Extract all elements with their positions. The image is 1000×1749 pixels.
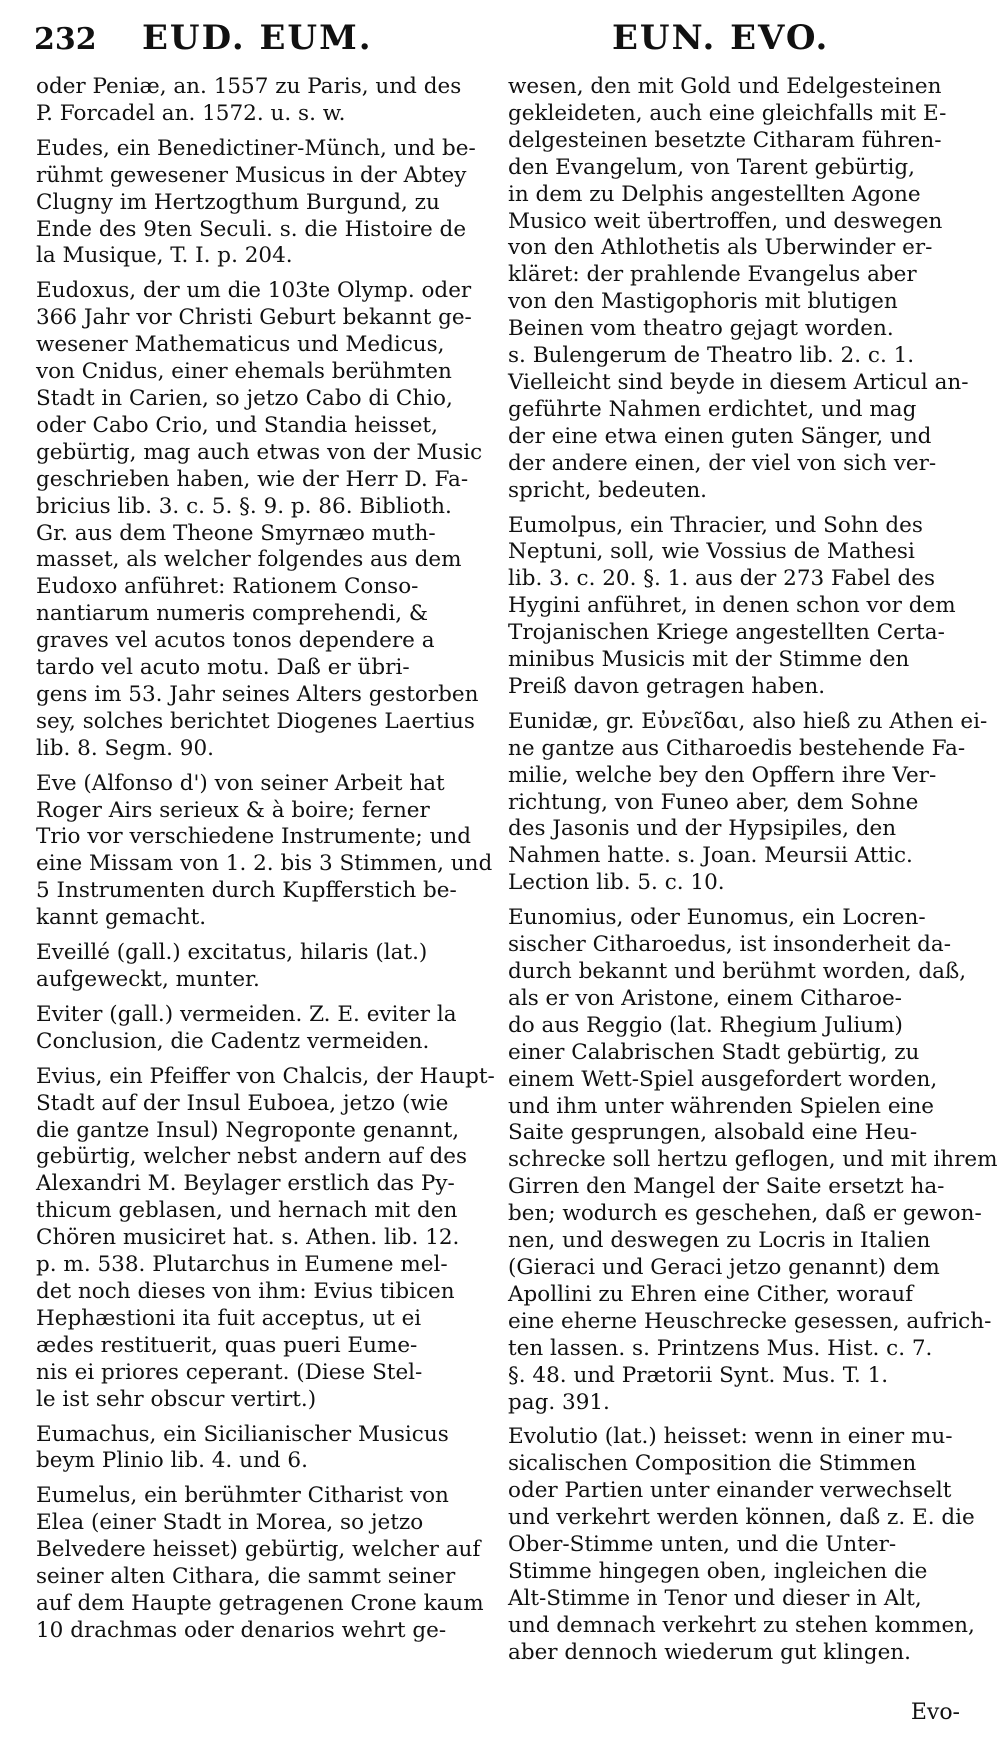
entry-line: in dem zu Delphis angestellten Agone xyxy=(508,181,921,207)
entry-line: Eumachus, ein Sicilianischer Musicus xyxy=(36,1421,449,1447)
dictionary-entry xyxy=(36,770,493,932)
right-running-title: EUN. EVO. xyxy=(612,18,830,58)
entry-line: delgesteinen besetzte Citharam führen- xyxy=(508,127,942,153)
entry-line: einem Wett-Spiel ausgefordert worden, xyxy=(508,1066,938,1092)
entry-line: ædes restituerit, quas pueri Eume- xyxy=(36,1332,418,1358)
entry-line: 366 Jahr vor Christi Geburt bekannt ge- xyxy=(36,305,472,331)
entry-line: Eudoxus, der um die 103te Olymp. oder xyxy=(36,278,472,304)
entry-line: Evolutio (lat.) heisset: wenn in einer mu- xyxy=(508,1424,953,1450)
entry-line: pag. 391. xyxy=(508,1389,610,1415)
entry-line: der andere einen, der viel von sich ver- xyxy=(508,450,937,476)
entry-line: Beinen vom theatro gejagt worden. xyxy=(508,316,894,342)
entry-line: Belvedere heisset) gebürtig, welcher auf xyxy=(36,1537,481,1563)
entry-line: minibus Musicis mit der Stimme den xyxy=(508,647,910,673)
entry-line: Roger Airs serieux & à boire; ferner xyxy=(36,797,430,823)
entry-line: Preiß davon getragen haben. xyxy=(508,673,826,699)
entry-line: eine eherne Heuschrecke gesessen, aufrich- xyxy=(508,1308,992,1334)
entry-line: Alt-Stimme in Tenor und dieser in Alt, xyxy=(508,1585,922,1611)
entry-line: Vielleicht sind beyde in diesem Articul an- xyxy=(508,369,969,395)
entry-line: 10 drachmas oder denarios wehrt ge- xyxy=(36,1617,447,1643)
page-number: 232 xyxy=(34,22,97,57)
entry-line: Stadt in Carien, so jetzo Cabo di Chio, xyxy=(36,385,453,411)
entry-line: wesen, den mit Gold und Edelgesteinen xyxy=(508,74,942,99)
entry-line: den Evangelum, von Tarent gebürtig, xyxy=(508,154,916,180)
entry-line: thicum geblasen, und hernach mit den xyxy=(36,1198,458,1224)
entry-line: det noch dieses von ihm: Evius tibicen xyxy=(36,1278,455,1304)
entry-line: masset, als welcher folgendes aus dem xyxy=(36,547,462,573)
entry-line: Ober-Stimme unten, und die Unter- xyxy=(508,1532,897,1558)
entry-line: §. 48. und Prætorii Synt. Mus. T. 1. xyxy=(508,1362,889,1388)
entry-line: Eviter (gall.) vermeiden. Z. E. eviter la xyxy=(36,1001,457,1027)
entry-line: Eudoxo anführet: Rationem Conso- xyxy=(36,574,419,600)
right-column xyxy=(508,74,998,1675)
entry-line: Eudes, ein Benedictiner-Münch, und be- xyxy=(36,135,476,161)
entry-line: der eine etwa einen guten Sänger, und xyxy=(508,423,932,449)
entry-line: sey, solches berichtet Diogenes Laertius xyxy=(36,708,475,734)
dictionary-entry xyxy=(36,136,481,271)
entry-line: graves vel acutos tonos dependere a xyxy=(36,628,435,654)
entry-line: milie, welche bey den Opffern ihre Ver- xyxy=(508,762,937,788)
dictionary-entry xyxy=(36,1422,481,1476)
entry-line: spricht, bedeuten. xyxy=(508,477,708,503)
entry-line: Lection lib. 5. c. 10. xyxy=(508,870,725,896)
entry-line: Clugny im Hertzogthum Burgund, zu xyxy=(36,189,440,215)
entry-line: Eveillé (gall.) excitatus, hilaris (lat.) xyxy=(36,940,428,966)
entry-line: kannt gemacht. xyxy=(36,905,207,931)
entry-line: nis ei priores ceperant. (Diese Stel- xyxy=(36,1359,423,1385)
entry-line: Hygini anführet, in denen schon vor dem xyxy=(508,593,956,619)
entry-line: auf dem Haupte getragenen Crone kaum xyxy=(36,1590,484,1616)
entry-line: einer Calabrischen Stadt gebürtig, zu xyxy=(508,1039,920,1065)
entry-line: beym Plinio lib. 4. und 6. xyxy=(36,1448,308,1474)
entry-line: Nahmen hatte. s. Joan. Meursii Attic. xyxy=(508,843,913,869)
entry-line: von den Athlothetis als Uberwinder er- xyxy=(508,235,933,261)
entry-line: oder Partien unter einander verwechselt xyxy=(508,1478,952,1504)
entry-line: aufgeweckt, munter. xyxy=(36,967,260,992)
entry-line: 5 Instrumenten durch Kupfferstich be- xyxy=(36,878,457,904)
entry-line: seiner alten Cithara, die sammt seiner xyxy=(36,1564,456,1590)
dictionary-entry xyxy=(36,1483,484,1644)
catchword: Evo- xyxy=(910,1700,960,1725)
entry-line: rühmt gewesener Musicus in der Abtey xyxy=(36,162,467,188)
entry-line: ten lassen. s. Printzens Mus. Hist. c. 7. xyxy=(508,1335,933,1361)
entry-line: die gantze Insul) Negroponte genannt, xyxy=(36,1117,460,1143)
entry-line: gebürtig, mag auch etwas von der Music xyxy=(36,439,483,465)
entry-line: Elea (einer Stadt in Morea, so jetzo xyxy=(36,1510,424,1536)
entry-line: Trojanischen Kriege angestellten Certa- xyxy=(508,620,945,646)
entry-line: durch bekannt und berühmt worden, daß, xyxy=(508,959,967,984)
entry-line: (Gieraci und Geraci jetzo genannt) dem xyxy=(508,1254,940,1280)
dictionary-entry xyxy=(36,278,481,762)
entry-line: geführte Nahmen erdichtet, und mag xyxy=(508,396,917,422)
entry-line: von Cnidus, einer ehemals berühmten xyxy=(36,359,452,385)
entry-line: gekleideten, auch eine gleichfalls mit E- xyxy=(508,100,947,126)
entry-line: Eumolpus, ein Thracier, und Sohn des xyxy=(508,512,923,538)
dictionary-entry xyxy=(508,1424,975,1666)
entry-line: oder Peniæ, an. 1557 zu Paris, und des xyxy=(36,74,462,99)
dictionary-entry xyxy=(508,905,998,1416)
entry-line: p. m. 538. Plutarchus in Eumene mel- xyxy=(36,1252,448,1278)
entry-line: Apollini zu Ehren eine Cither, worauf xyxy=(508,1281,914,1307)
entry-line: schrecke soll hertzu geflogen, und mit ihrem xyxy=(508,1147,998,1173)
entry-line: s. Bulengerum de Theatro lib. 2. c. 1. xyxy=(508,343,915,369)
entry-line: Eunidæ, gr. Εὐνεῖδαι, also hieß zu Athen ei- xyxy=(508,708,988,734)
entry-line: eine Missam von 1. 2. bis 3 Stimmen, und xyxy=(36,851,493,877)
entry-line: le ist sehr obscur vertirt.) xyxy=(36,1386,317,1412)
entry-line: Saite gesprungen, alsobald eine Heu- xyxy=(508,1120,918,1146)
entry-line: gebürtig, welcher nebst andern auf des xyxy=(36,1144,467,1170)
entry-line: geschrieben haben, wie der Herr D. Fa- xyxy=(36,466,469,492)
entry-line: von den Mastigophoris mit blutigen xyxy=(508,289,898,315)
entry-line: ben; wodurch es geschehen, daß er gewon- xyxy=(508,1201,982,1227)
entry-line: Hephæstioni ita fuit acceptus, ut ei xyxy=(36,1305,422,1331)
entry-line: Trio vor verschiedene Instrumente; und xyxy=(36,824,472,850)
entry-line: wesener Mathematicus und Medicus, xyxy=(36,332,445,358)
entry-line: Ende des 9ten Seculi. s. die Histoire de xyxy=(36,216,467,242)
entry-line: Eunomius, oder Eunomus, ein Locren- xyxy=(508,905,926,931)
entry-line: des Jasonis und der Hypsipiles, den xyxy=(508,816,897,842)
dictionary-entry xyxy=(36,1063,495,1414)
entry-line: Alexandri M. Beylager erstlich das Py- xyxy=(36,1171,455,1197)
entry-line: Musico weit übertroffen, und deswegen xyxy=(508,208,943,234)
entry-line: Chören musiciret hat. s. Athen. lib. 12. xyxy=(36,1225,460,1251)
entry-line: Eve (Alfonso d') von seiner Arbeit hat xyxy=(36,770,445,796)
entry-line: bricius lib. 3. c. 5. §. 9. p. 86. Biblioth. xyxy=(36,493,452,519)
entry-line: lib. 8. Segm. 90. xyxy=(36,735,214,761)
entry-line: Evius, ein Pfeiffer von Chalcis, der Haupt- xyxy=(36,1063,495,1089)
entry-line: aber dennoch wiederum gut klingen. xyxy=(508,1639,911,1665)
dictionary-entry xyxy=(508,708,988,897)
entry-line: sicalischen Composition die Stimmen xyxy=(508,1451,917,1477)
entry-line: gens im 53. Jahr seines Alters gestorben xyxy=(36,681,479,707)
entry-line: la Musique, T. I. p. 204. xyxy=(36,243,293,269)
entry-line: nantiarum numeris comprehendi, & xyxy=(36,601,429,627)
entry-line: Stimme hingegen oben, ingleichen die xyxy=(508,1558,928,1584)
entry-line: kläret: der prahlende Evangelus aber xyxy=(508,262,917,288)
entry-line: tardo vel acuto motu. Daß er übri- xyxy=(36,655,410,681)
left-column xyxy=(36,74,495,1653)
entry-line: do aus Reggio (lat. Rhegium Julium) xyxy=(508,1012,903,1038)
dictionary-entry xyxy=(36,940,481,994)
entry-line: Eumelus, ein berühmter Citharist von xyxy=(36,1483,449,1509)
entry-line: Conclusion, die Cadentz vermeiden. xyxy=(36,1028,430,1054)
entry-line: und demnach verkehrt zu stehen kommen, xyxy=(508,1612,975,1638)
entry-line: Gr. aus dem Theone Smyrnæo muth- xyxy=(36,520,436,546)
entry-line: nen, und deswegen zu Locris in Italien xyxy=(508,1228,931,1254)
left-running-title: EUD. EUM. xyxy=(142,18,373,58)
dictionary-entry xyxy=(508,513,960,701)
entry-line: als er von Aristone, einem Citharoe- xyxy=(508,985,902,1011)
entry-line: richtung, von Funeo aber, dem Sohne xyxy=(508,789,919,815)
entry-line: Neptuni, soll, wie Vossius de Mathesi xyxy=(508,539,915,565)
entry-continuation xyxy=(36,74,481,128)
entry-continuation xyxy=(508,74,969,505)
dictionary-entry xyxy=(36,1002,481,1056)
entry-line: Girren den Mangel der Saite ersetzt ha- xyxy=(508,1174,945,1200)
entry-line: sischer Citharoedus, ist insonderheit da- xyxy=(508,932,952,958)
entry-line: und verkehrt werden können, daß z. E. die xyxy=(508,1505,975,1531)
entry-line: oder Cabo Crio, und Standia heisset, xyxy=(36,412,438,438)
entry-line: Stadt auf der Insul Euboea, jetzo (wie xyxy=(36,1090,449,1116)
entry-line: und ihm unter währenden Spielen eine xyxy=(508,1093,935,1119)
entry-line: ne gantze aus Citharoedis bestehende Fa- xyxy=(508,735,966,761)
entry-line: P. Forcadel an. 1572. u. s. w. xyxy=(36,100,346,126)
entry-line: lib. 3. c. 20. §. 1. aus der 273 Fabel des xyxy=(508,566,936,592)
